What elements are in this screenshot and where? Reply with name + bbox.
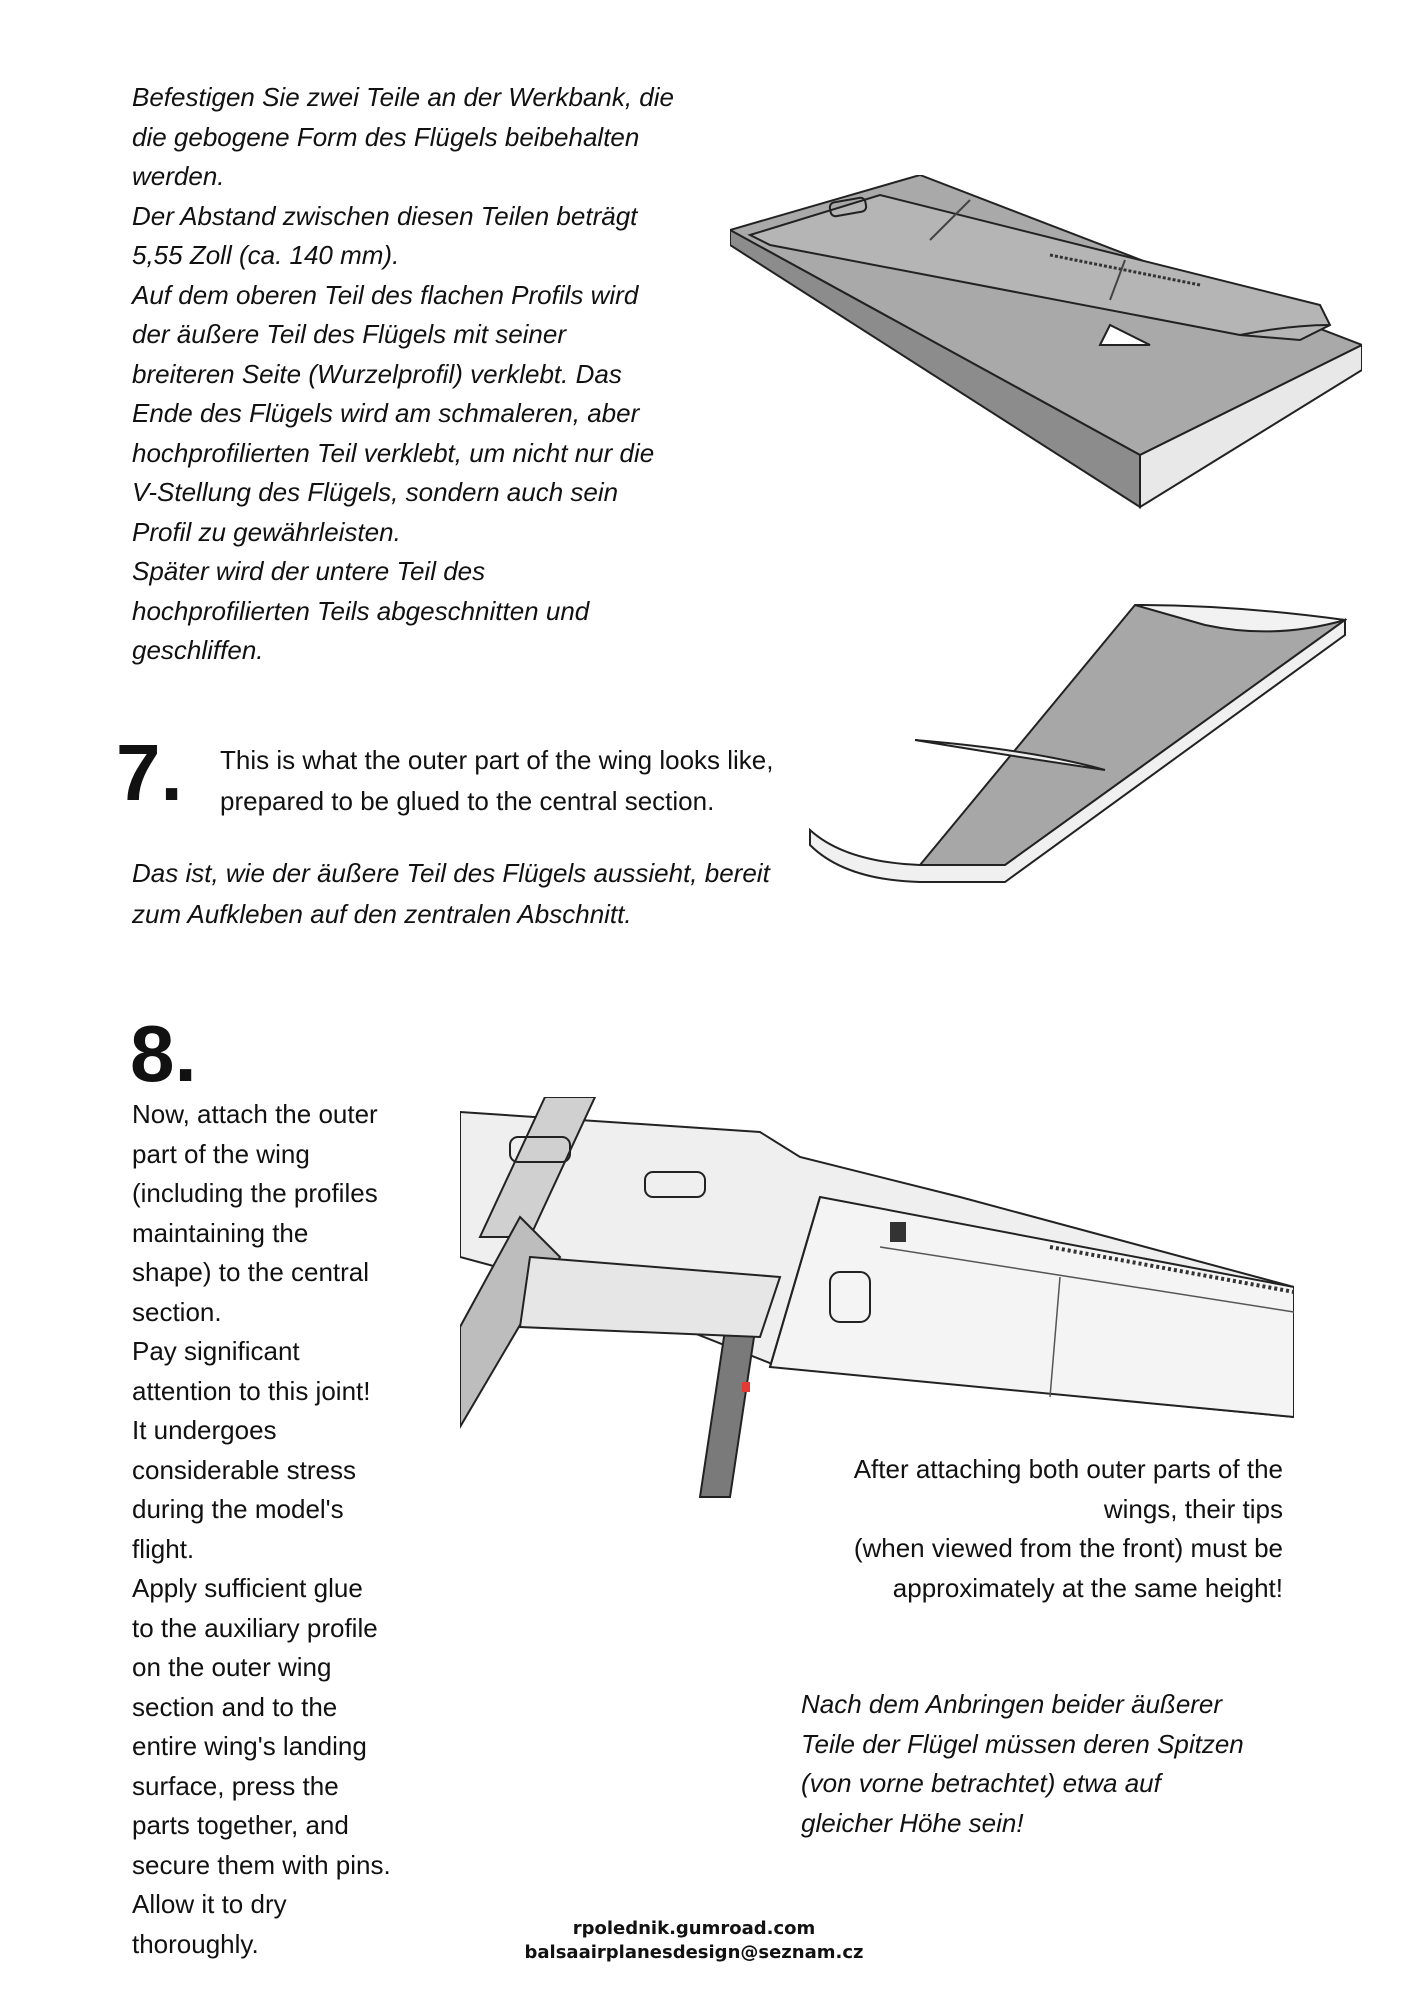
- text-line: This is what the outer part of the wing looks like,: [220, 745, 774, 775]
- step7-number: 7.: [116, 728, 183, 817]
- text-line: (von vorne betrachtet) etwa auf: [801, 1768, 1161, 1798]
- footer: [494, 1917, 894, 1965]
- text-line: 5,55 Zoll (ca. 140 mm).: [132, 240, 400, 270]
- text-line: Befestigen Sie zwei Teile an der Werkbank, die: [132, 82, 674, 112]
- footer-website[interactable]: rpolednik.gumroad.com: [572, 1918, 816, 1939]
- text-line: Now, attach the outer: [132, 1099, 378, 1129]
- text-line: parts together, and: [132, 1810, 349, 1840]
- text-line: breiteren Seite (Wurzelprofil) verklebt. Das: [132, 358, 622, 389]
- step7-german-text: [132, 853, 770, 935]
- step8-note-german: [801, 1685, 1244, 1843]
- outer-wing-illustration: [805, 600, 1347, 890]
- text-line: After attaching both outer parts of the: [853, 1454, 1283, 1484]
- text-line: Das ist, wie der äußere Teil des Flügels aussieht, bereit: [132, 858, 770, 888]
- text-line: Profil zu gewährleisten.: [132, 516, 401, 547]
- text-line: surface, press the: [132, 1770, 339, 1801]
- text-line: prepared to be glued to the central section.: [220, 786, 715, 816]
- text-line: gleicher Höhe sein!: [801, 1807, 1024, 1838]
- text-line: geschliffen.: [132, 635, 264, 665]
- text-line: V-Stellung des Flügels, sondern auch sein: [132, 477, 619, 507]
- step8-english-text: [132, 1095, 391, 1964]
- text-line: Nach dem Anbringen beider äußerer: [801, 1689, 1223, 1719]
- step8-number: 8.: [130, 1009, 197, 1098]
- workbench-wing-illustration: [730, 175, 1362, 510]
- text-line: section and to the: [132, 1691, 338, 1722]
- footer-email[interactable]: balsaairplanesdesign@seznam.cz: [524, 1942, 864, 1963]
- text-line: Pay significant: [132, 1336, 300, 1366]
- text-line: shape) to the central: [132, 1257, 370, 1287]
- step6-german-text: [132, 78, 674, 671]
- text-line: zum Aufkleben auf den zentralen Abschnitt.: [132, 899, 632, 929]
- text-line: hochprofilierten Teil verklebt, um nicht nur die: [132, 437, 655, 468]
- text-line: der äußere Teil des Flügels mit seiner: [132, 319, 567, 349]
- text-line: part of the wing: [132, 1138, 310, 1169]
- text-line: Auf dem oberen Teil des flachen Profils wird: [132, 279, 639, 310]
- text-line: attention to this joint!: [132, 1375, 371, 1406]
- text-line: Später wird der untere Teil des: [132, 556, 486, 586]
- text-line: (when viewed from the front) must be: [853, 1533, 1283, 1563]
- text-line: Ende des Flügels wird am schmaleren, aber: [132, 398, 640, 428]
- text-line: werden.: [132, 161, 225, 191]
- text-line: on the outer wing: [132, 1652, 332, 1682]
- text-line: during the model's: [132, 1494, 344, 1524]
- step8-note-english: [854, 1450, 1283, 1608]
- text-line: (including the profiles: [132, 1178, 378, 1208]
- text-line: Apply sufficient glue: [132, 1573, 363, 1603]
- text-line: section.: [132, 1296, 222, 1327]
- text-line: considerable stress: [132, 1454, 356, 1485]
- text-line: hochprofilierten Teils abgeschnitten und: [132, 595, 590, 626]
- text-line: It undergoes: [132, 1415, 277, 1445]
- text-line: secure them with pins.: [132, 1849, 391, 1880]
- text-line: Der Abstand zwischen diesen Teilen beträgt: [132, 200, 638, 231]
- text-line: die gebogene Form des Flügels beibehalten: [132, 121, 640, 152]
- text-line: thoroughly.: [132, 1928, 259, 1959]
- text-line: to the auxiliary profile: [132, 1612, 378, 1643]
- text-line: entire wing's landing: [132, 1731, 367, 1761]
- text-line: wings, their tips: [1103, 1493, 1283, 1524]
- text-line: flight.: [132, 1533, 195, 1564]
- text-line: Teile der Flügel müssen deren Spitzen: [801, 1728, 1244, 1759]
- text-line: maintaining the: [132, 1217, 309, 1248]
- text-line: Allow it to dry: [132, 1889, 287, 1919]
- step7-english-text: [220, 740, 774, 822]
- text-line: approximately at the same height!: [892, 1572, 1283, 1603]
